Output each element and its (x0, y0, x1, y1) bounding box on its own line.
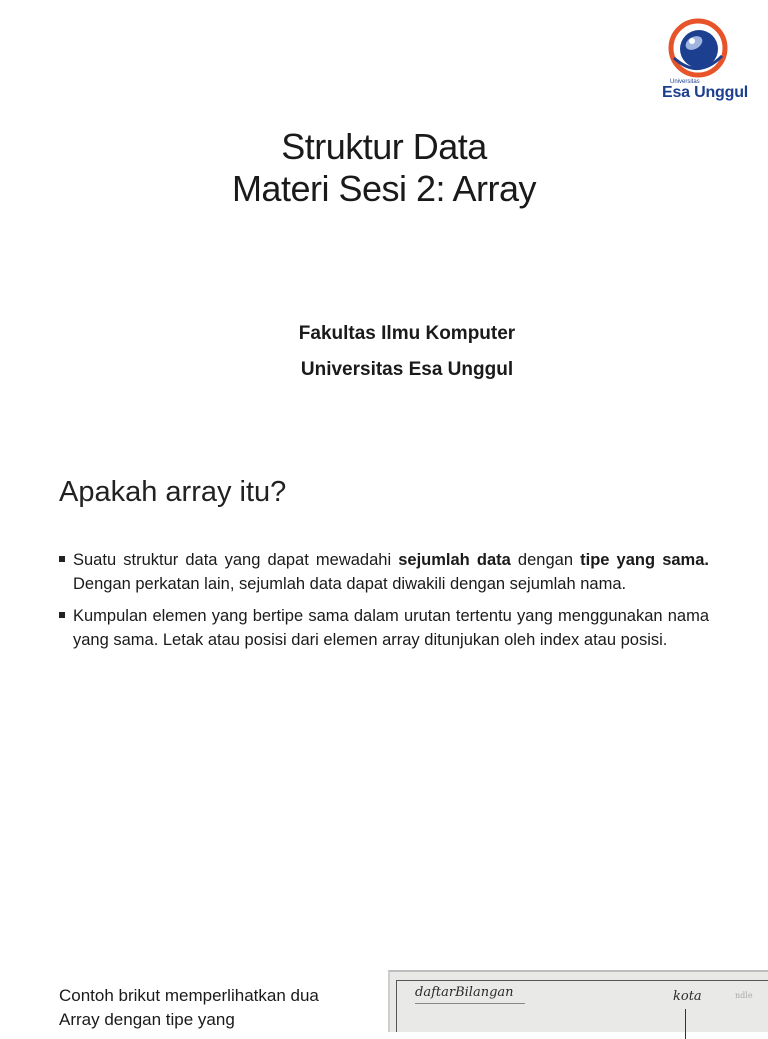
university-logo (654, 18, 749, 108)
bullet-item (59, 548, 709, 596)
logo-name: Esa Unggul (662, 84, 749, 101)
logo-emblem-icon (668, 18, 728, 78)
bullet-text: Suatu struktur data yang dapat mewadahi (73, 551, 399, 569)
title-line-2: Materi Sesi 2: Array (231, 168, 537, 209)
handwritten-label: kota (673, 989, 702, 1004)
definition-slide (0, 440, 768, 960)
handwritten-line (685, 1009, 686, 1039)
handwritten-underline (415, 1003, 525, 1004)
title-line-1: Struktur Data (281, 126, 487, 167)
bullet-bold-text: tipe yang sama. (580, 551, 709, 569)
logo-small-text: Universitas (670, 79, 700, 85)
example-text: Contoh brikut memperlihatkan dua Array dengan tipe yang (59, 986, 319, 1029)
bullet-text: dengan (510, 551, 581, 569)
handwritten-label: daftarBilangan (415, 985, 514, 1000)
bullet-item (59, 604, 709, 652)
faculty-name: Fakultas Ilmu Komputer (298, 323, 516, 344)
example-slide (0, 960, 768, 1029)
bullet-list (59, 548, 709, 660)
title-slide (0, 0, 768, 440)
bullet-bold-text: sejumlah data (398, 551, 511, 569)
university-name: Universitas Esa Unggul (300, 359, 514, 380)
slide-subtitle (0, 316, 768, 388)
bullet-text: Kumpulan elemen yang bertipe sama dalam urutan tertentu yang menggunakan nama yang sama. Letak atau posisi dari elemen array ditunjukan oleh index atau posisi. (73, 607, 709, 649)
bullet-square-icon (59, 556, 65, 562)
bullet-text: Dengan perkatan lain, sejumlah data dapat diwakili dengan sejumlah nama. (73, 575, 627, 593)
bullet-square-icon (59, 612, 65, 618)
photo-frame (396, 980, 768, 1032)
slide-heading: Apakah array itu? (59, 476, 287, 508)
handwritten-photo (388, 970, 768, 1032)
faint-label: ndle (735, 991, 753, 1000)
slide-title (0, 126, 768, 210)
